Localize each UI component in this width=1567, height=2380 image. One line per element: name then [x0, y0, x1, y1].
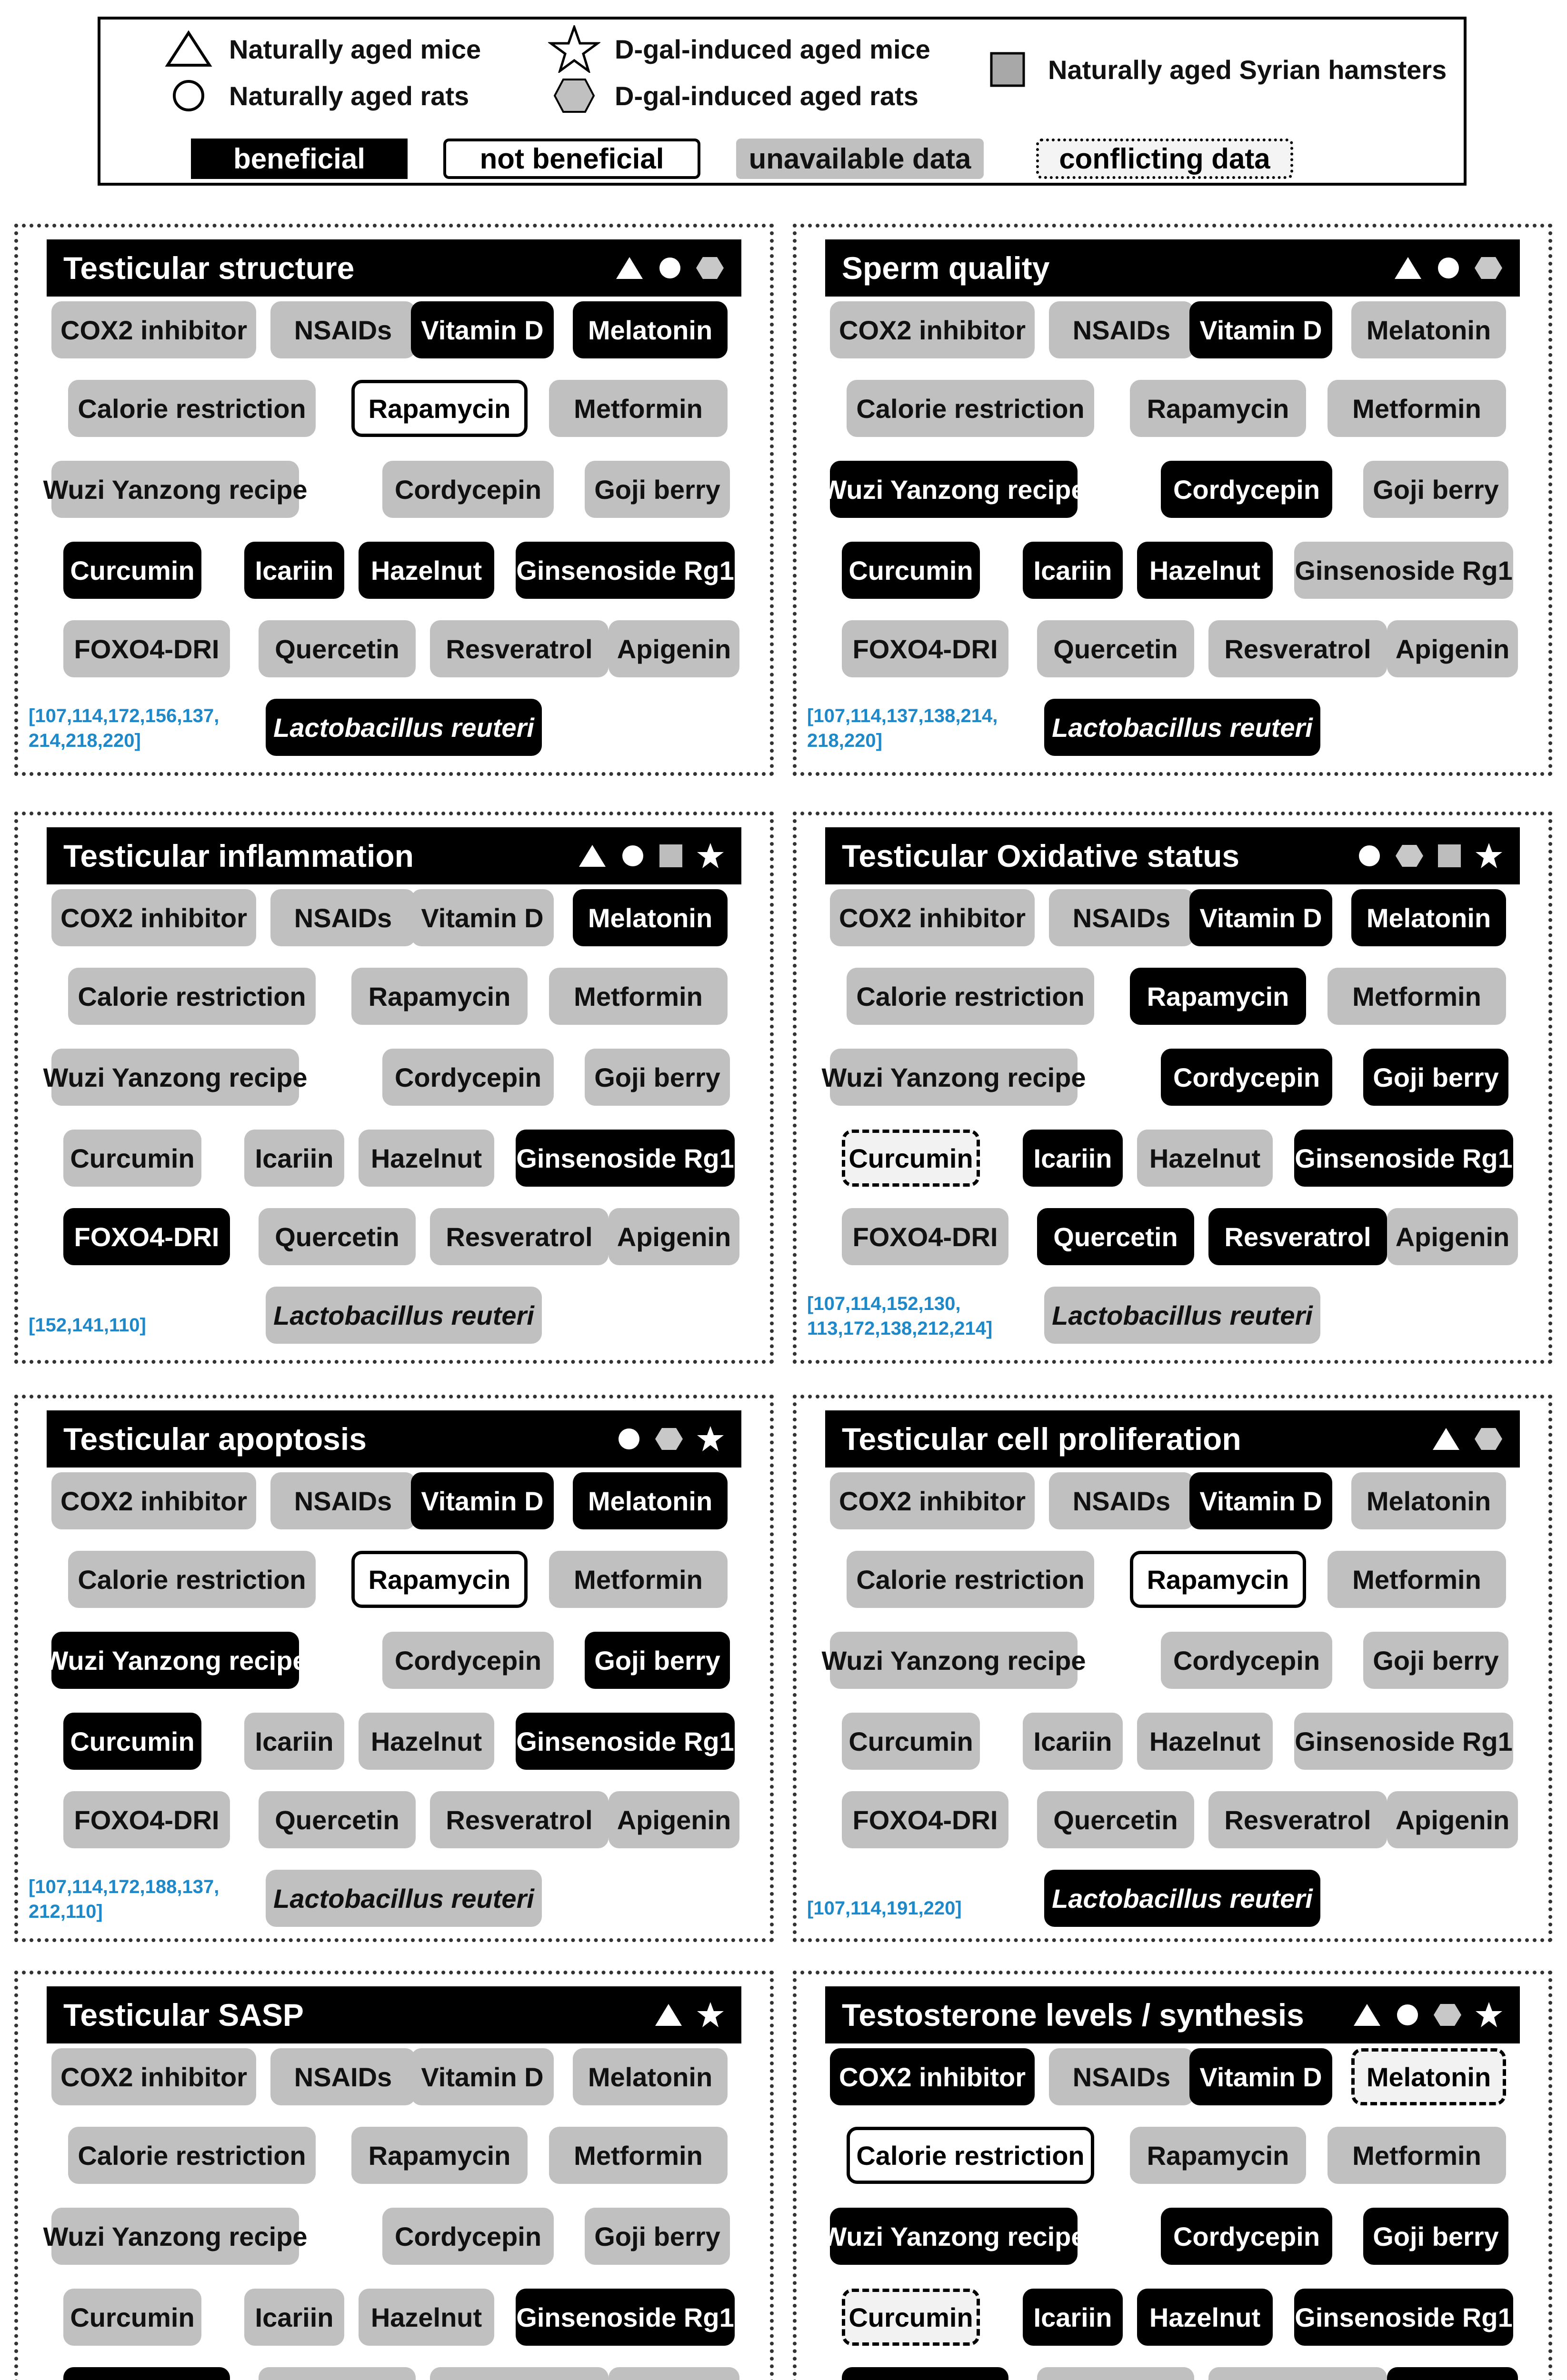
chip-wuzi-yanzong-recipe: Wuzi Yanzong recipe — [51, 1632, 299, 1689]
chip-curcumin: Curcumin — [63, 542, 201, 599]
references: [107,114,191,220] — [807, 1898, 962, 1919]
chip-wuzi-yanzong-recipe: Wuzi Yanzong recipe — [51, 2208, 299, 2265]
chip-hazelnut: Hazelnut — [359, 1713, 494, 1770]
chip-ginsenoside-rg1: Ginsenoside Rg1 — [516, 2289, 735, 2346]
panel-testicular-inflammation — [14, 812, 774, 1364]
model-icons — [1393, 255, 1503, 281]
chip-resveratrol: Resveratrol — [430, 1208, 609, 1265]
chip-goji-berry: Goji berry — [1363, 1632, 1508, 1689]
legend-beneficial: beneficial — [191, 139, 408, 179]
chip-apigenin: Apigenin — [1387, 1208, 1518, 1265]
panel-header — [47, 1410, 741, 1468]
chip-melatonin: Melatonin — [1351, 1472, 1506, 1529]
legend-box — [98, 17, 1467, 186]
panel-testosterone-levels-synthesis — [793, 1971, 1552, 2380]
chip-metformin: Metformin — [1327, 1551, 1506, 1608]
chip-nsaids: NSAIDs — [270, 301, 416, 358]
panel-title: Testicular structure — [63, 250, 355, 286]
chip-nsaids: NSAIDs — [1049, 889, 1194, 946]
chip-ginsenoside-rg1: Ginsenoside Rg1 — [1294, 542, 1513, 599]
chip-calorie-restriction: Calorie restriction — [68, 1551, 316, 1608]
hexagon-icon — [548, 77, 600, 115]
chip-foxo4-dri — [842, 2367, 1008, 2380]
chip-melatonin: Melatonin — [1351, 2048, 1506, 2105]
chip-rapamycin: Rapamycin — [1130, 2127, 1306, 2184]
chip-goji-berry: Goji berry — [585, 1049, 730, 1106]
chip-curcumin: Curcumin — [842, 1130, 980, 1187]
panel-testicular-structure — [14, 224, 774, 776]
chip-nsaids: NSAIDs — [1049, 2048, 1194, 2105]
chip-wuzi-yanzong-recipe: Wuzi Yanzong recipe — [830, 1049, 1078, 1106]
panel-testicular-cell-proliferation — [793, 1395, 1552, 1942]
panel-title: Testicular Oxidative status — [842, 838, 1240, 873]
chip-curcumin: Curcumin — [63, 1713, 201, 1770]
circle-icon — [1357, 843, 1382, 869]
chip-ginsenoside-rg1: Ginsenoside Rg1 — [516, 1713, 735, 1770]
references: [107,114,152,130, 113,172,138,212,214] — [807, 1293, 993, 1339]
hexagon-icon — [1433, 2002, 1462, 2028]
references: [107,114,137,138,214, 218,220] — [807, 705, 998, 751]
chip-vitamin-d: Vitamin D — [411, 889, 554, 946]
panel-testicular-sasp — [14, 1971, 774, 2380]
chip-vitamin-d: Vitamin D — [411, 301, 554, 358]
chip-rapamycin: Rapamycin — [351, 968, 528, 1025]
chip-icariin: Icariin — [244, 542, 344, 599]
chip-melatonin: Melatonin — [1351, 301, 1506, 358]
triangle-icon — [1352, 2002, 1382, 2028]
chip-calorie-restriction: Calorie restriction — [68, 2127, 316, 2184]
chip-apigenin — [1387, 2367, 1518, 2380]
triangle-icon — [614, 255, 645, 281]
chip-foxo4-dri: FOXO4-DRI — [842, 1791, 1008, 1848]
references: [107,114,172,156,137, 214,218,220] — [29, 705, 220, 751]
chip-vitamin-d: Vitamin D — [411, 2048, 554, 2105]
model-icons — [614, 255, 725, 281]
hexagon-icon — [654, 1426, 684, 1452]
references: [107,114,172,188,137, 212,110] — [29, 1876, 220, 1922]
chip-rapamycin: Rapamycin — [351, 2127, 528, 2184]
chip-melatonin: Melatonin — [1351, 889, 1506, 946]
chip-quercetin: Quercetin — [259, 1791, 416, 1848]
panel-header — [47, 1986, 741, 2043]
chip-hazelnut: Hazelnut — [1137, 2289, 1273, 2346]
triangle-icon — [1431, 1426, 1461, 1452]
chip-vitamin-d: Vitamin D — [1189, 2048, 1332, 2105]
chip-foxo4-dri: FOXO4-DRI — [63, 620, 230, 677]
chip-cordycepin: Cordycepin — [382, 2208, 554, 2265]
chip-icariin: Icariin — [1023, 542, 1123, 599]
chip-quercetin: Quercetin — [259, 620, 416, 677]
legend-not-beneficial: not beneficial — [443, 139, 700, 179]
star-icon — [1475, 842, 1503, 870]
panel-title: Testosterone levels / synthesis — [842, 1997, 1304, 2033]
chip-goji-berry: Goji berry — [585, 2208, 730, 2265]
panel-testicular-apoptosis — [14, 1395, 774, 1942]
chip-vitamin-d: Vitamin D — [411, 1472, 554, 1529]
square-icon — [981, 50, 1034, 89]
legend-unavailable-data: unavailable data — [736, 139, 984, 179]
chip-calorie-restriction: Calorie restriction — [847, 1551, 1094, 1608]
panel-header — [47, 239, 741, 297]
chip-wuzi-yanzong-recipe: Wuzi Yanzong recipe — [51, 461, 299, 518]
chip-quercetin: Quercetin — [1037, 1791, 1194, 1848]
hexagon-icon — [1474, 1426, 1503, 1452]
chip-vitamin-d: Vitamin D — [1189, 889, 1332, 946]
chip-icariin: Icariin — [244, 1130, 344, 1187]
chip-cordycepin: Cordycepin — [1161, 461, 1332, 518]
chip-rapamycin: Rapamycin — [1130, 968, 1306, 1025]
chip-quercetin: Quercetin — [259, 1208, 416, 1265]
chip-apigenin — [609, 2367, 739, 2380]
chip-foxo4-dri: FOXO4-DRI — [842, 1208, 1008, 1265]
chip-resveratrol: Resveratrol — [430, 1791, 609, 1848]
panel-testicular-oxidative-status — [793, 812, 1552, 1364]
chip-lactobacillus-reuteri: Lactobacillus reuteri — [266, 1870, 542, 1927]
chip-calorie-restriction: Calorie restriction — [847, 968, 1094, 1025]
chip-apigenin: Apigenin — [609, 620, 739, 677]
star-icon — [548, 25, 600, 73]
chip-melatonin: Melatonin — [573, 1472, 728, 1529]
star-icon — [1475, 2001, 1503, 2029]
chip-icariin: Icariin — [244, 2289, 344, 2346]
chip-resveratrol: Resveratrol — [430, 620, 609, 677]
chip-cox2-inhibitor: COX2 inhibitor — [51, 1472, 256, 1529]
panel-header — [825, 1410, 1520, 1468]
chip-lactobacillus-reuteri: Lactobacillus reuteri — [1044, 1870, 1320, 1927]
chip-curcumin: Curcumin — [842, 2289, 980, 2346]
chip-calorie-restriction: Calorie restriction — [847, 380, 1094, 437]
hexagon-icon — [695, 255, 725, 281]
square-icon — [1437, 843, 1462, 869]
chip-quercetin: Quercetin — [1037, 1208, 1194, 1265]
chip-cox2-inhibitor: COX2 inhibitor — [830, 2048, 1035, 2105]
chip-melatonin: Melatonin — [573, 2048, 728, 2105]
triangle-icon — [577, 843, 608, 869]
chip-apigenin: Apigenin — [1387, 1791, 1518, 1848]
chip-calorie-restriction: Calorie restriction — [68, 380, 316, 437]
chip-lactobacillus-reuteri: Lactobacillus reuteri — [266, 1287, 542, 1344]
chip-resveratrol — [430, 2367, 609, 2380]
chip-apigenin: Apigenin — [609, 1791, 739, 1848]
square-icon — [658, 843, 684, 869]
model-icons — [653, 2001, 725, 2029]
chip-foxo4-dri: FOXO4-DRI — [842, 620, 1008, 677]
chip-hazelnut: Hazelnut — [359, 1130, 494, 1187]
chip-cordycepin: Cordycepin — [1161, 1632, 1332, 1689]
chip-cordycepin: Cordycepin — [382, 1049, 554, 1106]
chip-calorie-restriction: Calorie restriction — [847, 2127, 1094, 2184]
circle-icon — [1395, 2002, 1420, 2028]
chip-calorie-restriction: Calorie restriction — [68, 968, 316, 1025]
chip-icariin: Icariin — [1023, 2289, 1123, 2346]
chip-rapamycin: Rapamycin — [351, 1551, 528, 1608]
chip-hazelnut: Hazelnut — [1137, 1130, 1273, 1187]
chip-curcumin: Curcumin — [63, 2289, 201, 2346]
hexagon-icon — [1395, 843, 1424, 869]
chip-lactobacillus-reuteri: Lactobacillus reuteri — [1044, 699, 1320, 756]
model-icons — [1357, 842, 1503, 870]
chip-resveratrol: Resveratrol — [1208, 620, 1387, 677]
chip-rapamycin: Rapamycin — [1130, 1551, 1306, 1608]
triangle-icon — [653, 2002, 684, 2028]
legend-syrian-hamsters: Naturally aged Syrian hamsters — [981, 50, 1447, 89]
chip-icariin: Icariin — [1023, 1713, 1123, 1770]
chip-metformin: Metformin — [1327, 968, 1506, 1025]
chip-quercetin: Quercetin — [1037, 620, 1194, 677]
chip-rapamycin: Rapamycin — [351, 380, 528, 437]
chip-cox2-inhibitor: COX2 inhibitor — [830, 889, 1035, 946]
chip-hazelnut: Hazelnut — [359, 2289, 494, 2346]
chip-metformin: Metformin — [549, 2127, 728, 2184]
chip-quercetin — [1037, 2367, 1194, 2380]
panel-header — [825, 827, 1520, 884]
legend-conflicting-data: conflicting data — [1036, 139, 1293, 179]
chip-cordycepin: Cordycepin — [382, 1632, 554, 1689]
chip-metformin: Metformin — [549, 1551, 728, 1608]
panel-title: Sperm quality — [842, 250, 1050, 286]
chip-lactobacillus-reuteri: Lactobacillus reuteri — [266, 699, 542, 756]
panel-header — [47, 827, 741, 884]
chip-metformin: Metformin — [549, 380, 728, 437]
chip-nsaids: NSAIDs — [1049, 1472, 1194, 1529]
chip-hazelnut: Hazelnut — [1137, 542, 1273, 599]
chip-lactobacillus-reuteri: Lactobacillus reuteri — [1044, 1287, 1320, 1344]
chip-curcumin: Curcumin — [842, 542, 980, 599]
chip-cox2-inhibitor: COX2 inhibitor — [51, 301, 256, 358]
chip-resveratrol: Resveratrol — [1208, 1208, 1387, 1265]
chip-ginsenoside-rg1: Ginsenoside Rg1 — [1294, 1130, 1513, 1187]
chip-foxo4-dri: FOXO4-DRI — [63, 1208, 230, 1265]
panel-sperm-quality — [793, 224, 1552, 776]
chip-nsaids: NSAIDs — [270, 889, 416, 946]
chip-cox2-inhibitor: COX2 inhibitor — [51, 889, 256, 946]
model-icons — [1431, 1426, 1503, 1452]
chip-nsaids: NSAIDs — [1049, 301, 1194, 358]
chip-cox2-inhibitor: COX2 inhibitor — [51, 2048, 256, 2105]
chip-curcumin: Curcumin — [63, 1130, 201, 1187]
chip-ginsenoside-rg1: Ginsenoside Rg1 — [516, 1130, 735, 1187]
star-icon — [696, 1425, 725, 1453]
star-icon — [696, 842, 725, 870]
chip-goji-berry: Goji berry — [1363, 461, 1508, 518]
chip-ginsenoside-rg1: Ginsenoside Rg1 — [516, 542, 735, 599]
chip-wuzi-yanzong-recipe: Wuzi Yanzong recipe — [51, 1049, 299, 1106]
panel-header — [825, 1986, 1520, 2043]
legend-naturally-aged-rats: Naturally aged rats — [162, 77, 469, 115]
model-icons — [577, 842, 725, 870]
chip-apigenin: Apigenin — [609, 1208, 739, 1265]
chip-cordycepin: Cordycepin — [1161, 1049, 1332, 1106]
references: [152,141,110] — [29, 1315, 146, 1336]
chip-ginsenoside-rg1: Ginsenoside Rg1 — [1294, 2289, 1513, 2346]
chip-wuzi-yanzong-recipe: Wuzi Yanzong recipe — [830, 461, 1078, 518]
panel-header — [825, 239, 1520, 297]
chip-nsaids: NSAIDs — [270, 1472, 416, 1529]
star-icon — [696, 2001, 725, 2029]
chip-wuzi-yanzong-recipe: Wuzi Yanzong recipe — [830, 2208, 1078, 2265]
chip-melatonin: Melatonin — [573, 301, 728, 358]
chip-icariin: Icariin — [244, 1713, 344, 1770]
chip-rapamycin: Rapamycin — [1130, 380, 1306, 437]
chip-metformin: Metformin — [1327, 2127, 1506, 2184]
chip-apigenin: Apigenin — [1387, 620, 1518, 677]
chip-cordycepin: Cordycepin — [382, 461, 554, 518]
triangle-icon — [162, 30, 215, 68]
hexagon-icon — [1474, 255, 1503, 281]
chip-quercetin — [259, 2367, 416, 2380]
chip-goji-berry: Goji berry — [1363, 1049, 1508, 1106]
panel-title: Testicular cell proliferation — [842, 1421, 1241, 1457]
circle-icon — [1436, 255, 1461, 281]
chip-curcumin: Curcumin — [842, 1713, 980, 1770]
chip-ginsenoside-rg1: Ginsenoside Rg1 — [1294, 1713, 1513, 1770]
legend-dgal-aged-rats: D-gal-induced aged rats — [548, 77, 918, 115]
chip-cordycepin: Cordycepin — [1161, 2208, 1332, 2265]
chip-hazelnut: Hazelnut — [1137, 1713, 1273, 1770]
chip-foxo4-dri: FOXO4-DRI — [63, 1791, 230, 1848]
chip-vitamin-d: Vitamin D — [1189, 1472, 1332, 1529]
chip-wuzi-yanzong-recipe: Wuzi Yanzong recipe — [830, 1632, 1078, 1689]
chip-melatonin: Melatonin — [573, 889, 728, 946]
model-icons — [1352, 2001, 1503, 2029]
chip-metformin: Metformin — [549, 968, 728, 1025]
chip-nsaids: NSAIDs — [270, 2048, 416, 2105]
chip-icariin: Icariin — [1023, 1130, 1123, 1187]
chip-resveratrol: Resveratrol — [1208, 1791, 1387, 1848]
chip-resveratrol — [1208, 2367, 1387, 2380]
circle-icon — [657, 255, 683, 281]
panel-title: Testicular SASP — [63, 1997, 304, 2033]
legend-dgal-aged-mice: D-gal-induced aged mice — [548, 25, 930, 73]
legend-naturally-aged-mice: Naturally aged mice — [162, 30, 481, 68]
chip-cox2-inhibitor: COX2 inhibitor — [830, 301, 1035, 358]
chip-goji-berry: Goji berry — [585, 1632, 730, 1689]
chip-metformin: Metformin — [1327, 380, 1506, 437]
chip-hazelnut: Hazelnut — [359, 542, 494, 599]
chip-foxo4-dri — [63, 2367, 230, 2380]
circle-icon — [620, 843, 646, 869]
model-icons — [616, 1425, 725, 1453]
triangle-icon — [1393, 255, 1423, 281]
panel-title: Testicular inflammation — [63, 838, 414, 873]
chip-goji-berry: Goji berry — [1363, 2208, 1508, 2265]
circle-icon — [162, 77, 215, 115]
chip-cox2-inhibitor: COX2 inhibitor — [830, 1472, 1035, 1529]
panel-title: Testicular apoptosis — [63, 1421, 367, 1457]
circle-icon — [616, 1426, 642, 1452]
chip-vitamin-d: Vitamin D — [1189, 301, 1332, 358]
chip-goji-berry: Goji berry — [585, 461, 730, 518]
